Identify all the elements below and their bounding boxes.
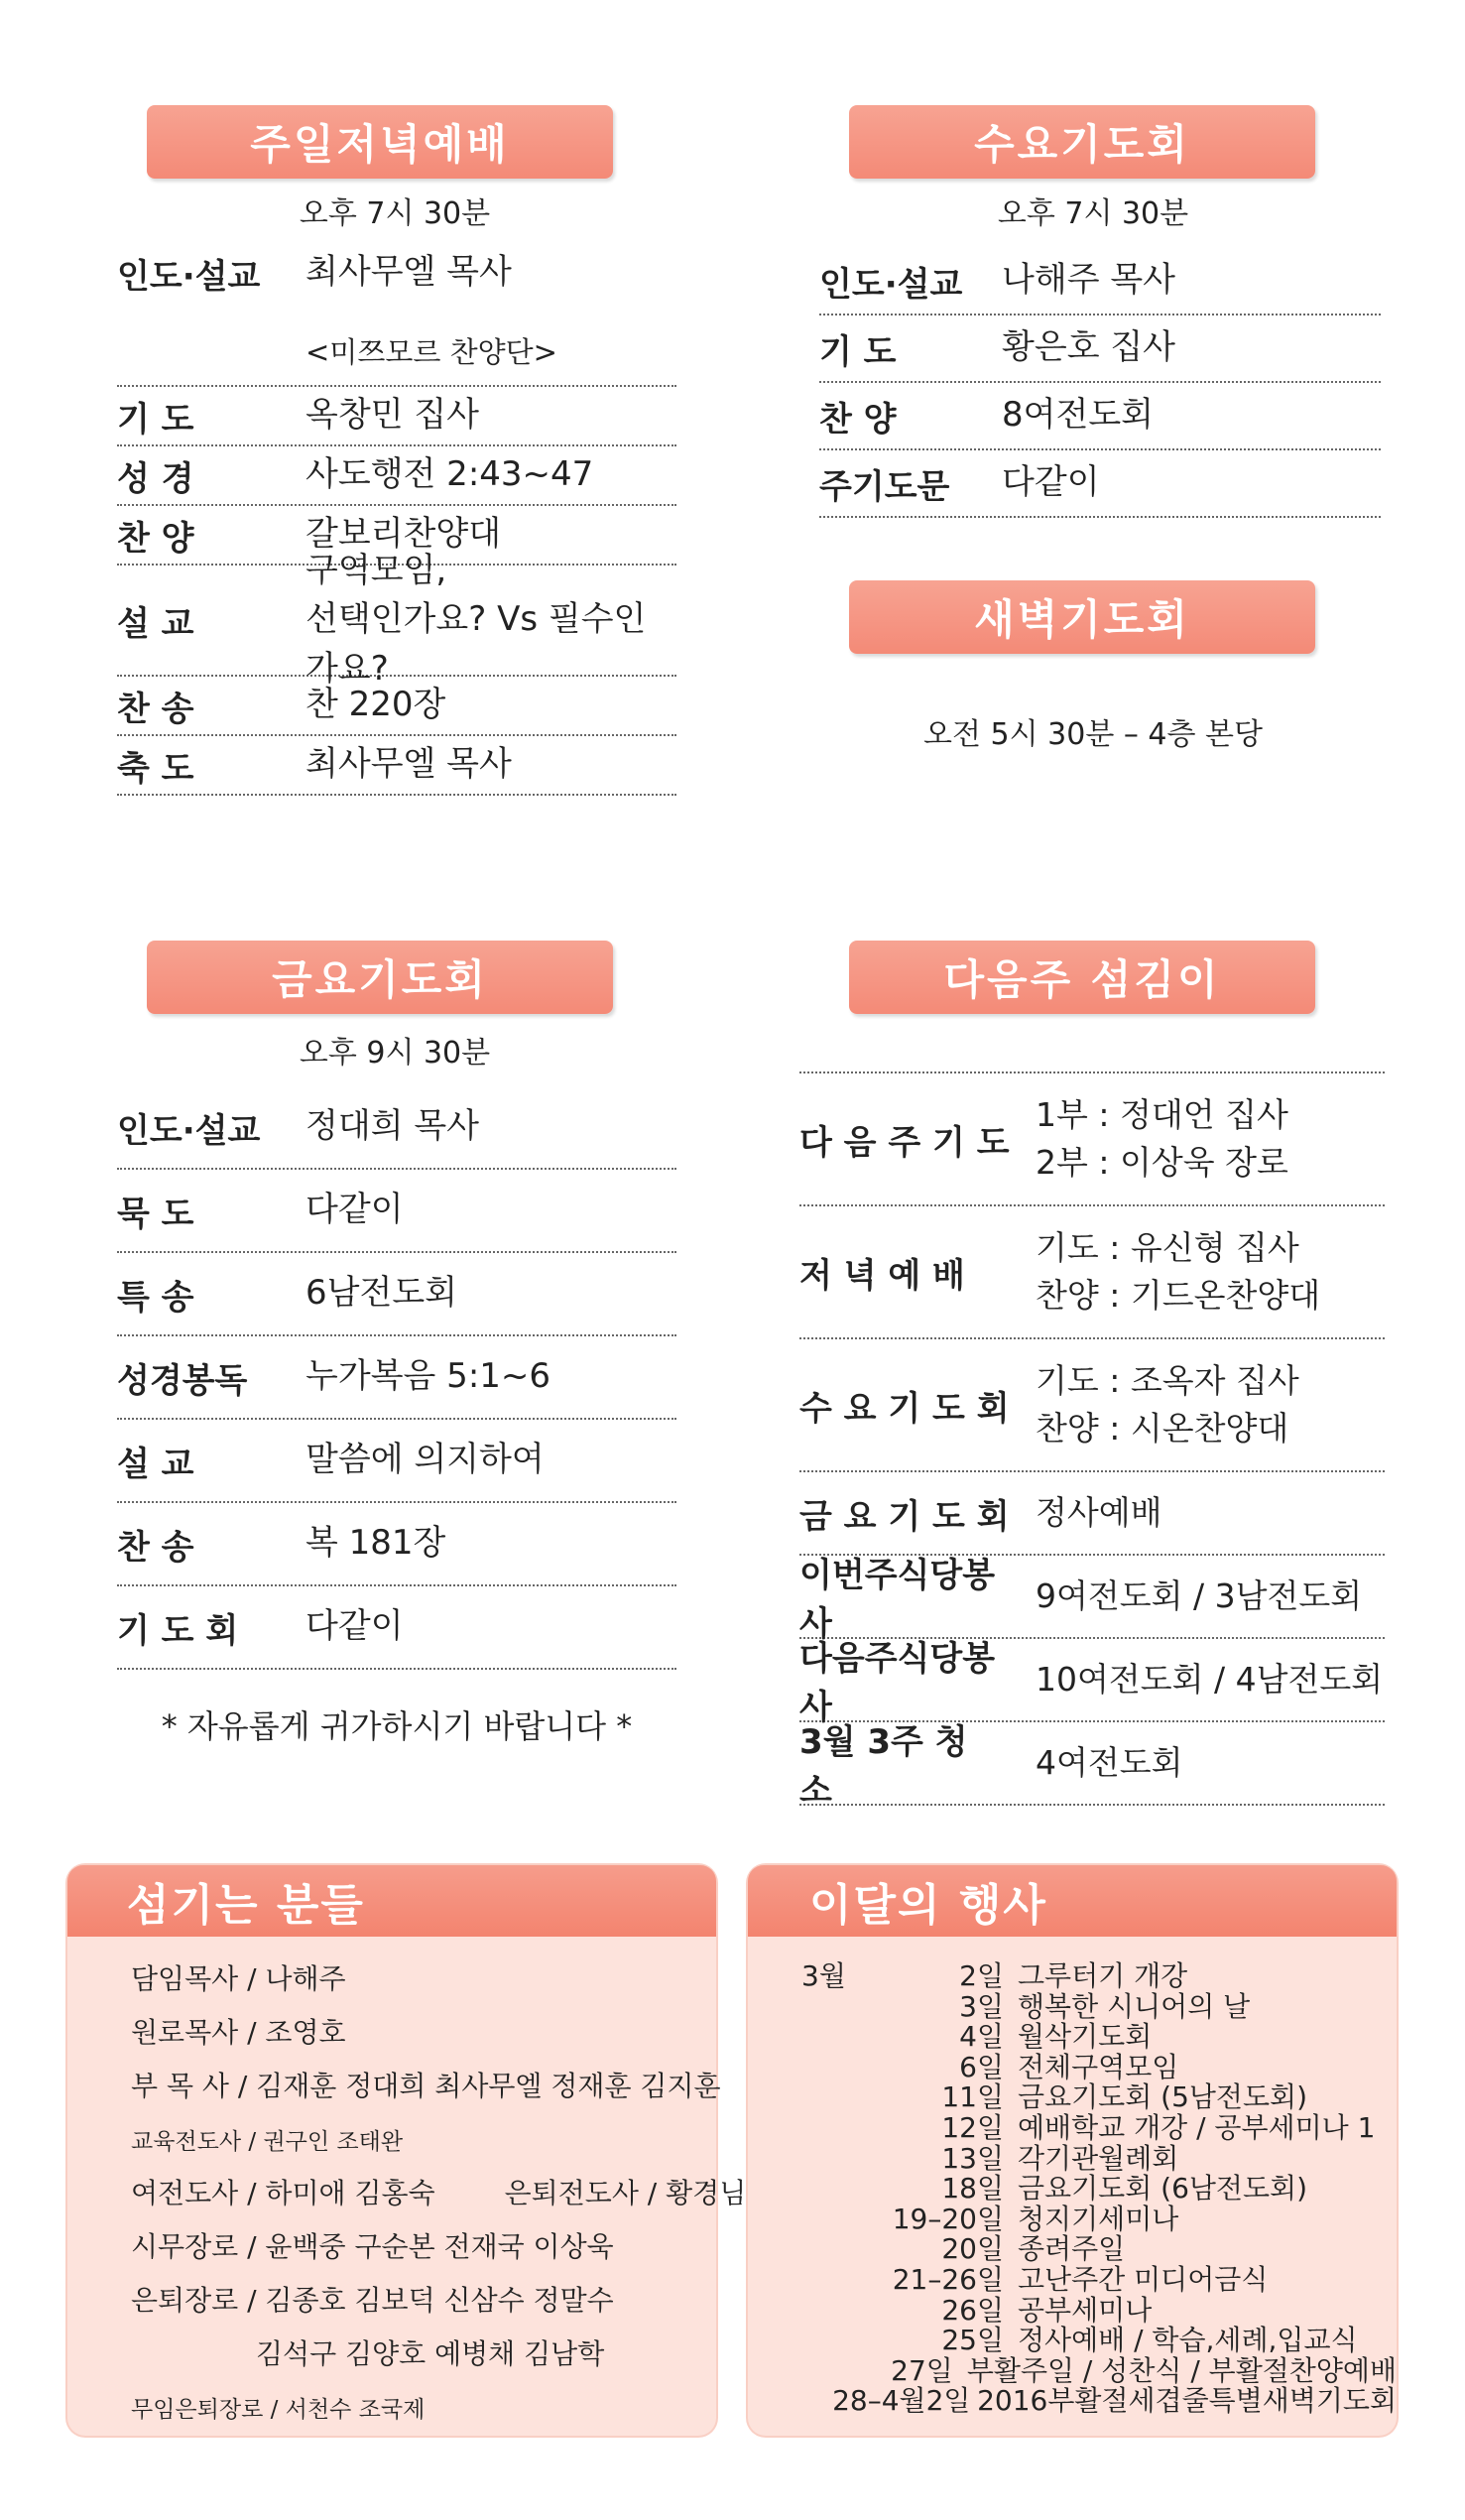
row-label: 저 녁 예 배 [799, 1255, 965, 1296]
event-text: 금요기도회 (6남전도회) [1018, 2172, 1307, 2205]
event-day: 13일 [941, 2141, 1004, 2175]
event-day: 20일 [941, 2232, 1004, 2266]
event-day: 28–4월2일 [832, 2384, 971, 2418]
row-value-line: 정대희 목사 [305, 1106, 480, 1147]
staff-line [131, 2113, 706, 2167]
event-month [801, 2265, 873, 2296]
event-day: 18일 [941, 2172, 1004, 2205]
friday-time: 오후 9시 30분 [299, 1036, 491, 1071]
event-text: 2016부활절세겹줄특별새벽기도회 [977, 2384, 1397, 2418]
row-label: 찬 송 [117, 689, 194, 729]
row-value [305, 740, 676, 789]
row-value-line: 최사무엘 목사 [305, 252, 512, 293]
schedule-row [819, 383, 1381, 450]
row-value-line: 말씀에 의지하여 [305, 1440, 545, 1480]
row-value [1036, 1656, 1385, 1703]
row-value-line: 찬양 : 기드온찬양대 [1036, 1276, 1321, 1315]
row-value-line: 누가복음 5:1~6 [305, 1356, 551, 1397]
staff-text: 원로목사 / 조영호 [131, 2016, 346, 2049]
row-label: 특 송 [117, 1277, 194, 1318]
event-day: 26일 [941, 2293, 1004, 2327]
row-value-line: 구역모임, [305, 551, 447, 591]
row-label: 인도·설교 [117, 1110, 261, 1151]
row-label: 묵 도 [117, 1194, 194, 1234]
row-label: 기 도 [819, 331, 897, 372]
row-value [305, 1602, 676, 1651]
row-value [305, 450, 676, 499]
row-label: 주기도문 [819, 466, 950, 507]
event-item [801, 2141, 1397, 2175]
row-value-line: 6남전도회 [305, 1273, 458, 1314]
staff-line [131, 2167, 747, 2220]
row-value-line: 다같이 [305, 1190, 404, 1230]
row-value-line: 기도 : 조옥자 집사 [1036, 1361, 1299, 1401]
row-label: 성 경 [117, 458, 194, 499]
schedule-row [117, 1586, 676, 1670]
event-item [801, 2202, 1397, 2235]
event-month [801, 2053, 873, 2083]
row-value-line: 찬 220장 [305, 685, 446, 725]
events-title: 이달의 행사 [748, 1865, 1397, 1937]
row-value [1002, 256, 1381, 305]
event-day: 11일 [941, 2080, 1004, 2114]
schedule-row [117, 1253, 676, 1336]
row-value [305, 1436, 676, 1484]
event-day: 25일 [941, 2324, 1004, 2357]
row-value-line: 10여전도회 / 4남전도회 [1036, 1660, 1384, 1700]
schedule-row [117, 243, 676, 303]
staff-text: 은퇴전도사 / 황경님 [504, 2177, 747, 2209]
event-item [801, 2234, 1397, 2265]
row-label: 금 요 기 도 회 [799, 1496, 1010, 1537]
schedule-row [799, 1722, 1385, 1811]
row-label: 성경봉독 [117, 1360, 248, 1401]
row-value-line: 다같이 [305, 1606, 404, 1647]
row-value [305, 1519, 676, 1568]
row-value-line: <미쯔모르 찬양단> [305, 334, 557, 369]
event-day: 4일 [959, 2020, 1004, 2054]
schedule-row [819, 315, 1381, 383]
row-label: 찬 송 [117, 1527, 194, 1568]
row-value-line: 선택인가요? Vs 필수인가요? [305, 599, 647, 689]
event-text: 각기관월례회 [1018, 2141, 1179, 2175]
row-value [305, 1186, 676, 1234]
event-item [801, 2174, 1397, 2205]
row-value-line: 갈보리찬양대 [305, 514, 502, 555]
row-label: 찬 양 [819, 399, 897, 440]
event-item [801, 2353, 1397, 2387]
event-month [801, 2113, 873, 2144]
event-text: 예배학교 개강 / 공부세미나 1 [1018, 2110, 1376, 2144]
row-value-line: 황은호 집사 [1002, 327, 1176, 368]
schedule-row [799, 1556, 1385, 1644]
event-item [801, 2082, 1397, 2113]
event-month [801, 2356, 855, 2387]
schedule-row [117, 387, 676, 446]
row-label: 축 도 [117, 748, 194, 789]
row-value-line: 옥창민 집사 [305, 395, 480, 436]
row-label: 기 도 [117, 399, 194, 440]
row-label: 다음주식당봉사 [799, 1639, 996, 1727]
event-day: 12일 [941, 2110, 1004, 2144]
next-week-title: 다음주 섬김이 [849, 941, 1315, 1014]
sunday-evening-title: 주일저녁예배 [147, 105, 613, 179]
event-text: 전체구역모임 [1018, 2050, 1179, 2083]
row-value [305, 1102, 676, 1151]
row-value-line: 복 181장 [305, 1523, 446, 1564]
schedule-row [117, 677, 676, 736]
row-label: 설 교 [117, 1444, 194, 1484]
row-value-line: 4여전도회 [1036, 1743, 1183, 1783]
event-month [801, 2326, 873, 2356]
event-month [801, 2386, 832, 2417]
staff-text: 무임은퇴장로 / 서천수 조국제 [131, 2397, 426, 2423]
row-value [1036, 1489, 1385, 1537]
row-value [305, 248, 676, 297]
row-value [1036, 1573, 1385, 1620]
staff-line [131, 2060, 721, 2113]
event-day: 6일 [959, 2050, 1004, 2083]
schedule-row [799, 1639, 1385, 1727]
event-item [801, 1961, 1397, 1992]
event-item [801, 2110, 1397, 2144]
event-text: 금요기도회 (5남전도회) [1018, 2080, 1307, 2114]
staff-line [131, 2328, 706, 2381]
row-value-line: 정사예배 [1036, 1493, 1162, 1533]
event-item [801, 2326, 1397, 2356]
event-month [801, 1992, 873, 2023]
event-text: 정사예배 / 학습,세례,입교식 [1018, 2324, 1358, 2357]
row-value [305, 681, 676, 729]
event-month: 3월 [801, 1959, 846, 1992]
staff-line [131, 2006, 706, 2060]
event-month [801, 2234, 873, 2265]
schedule-row [117, 1503, 676, 1586]
event-day: 21–26일 [892, 2262, 1004, 2296]
wednesday-title: 수요기도회 [849, 105, 1315, 179]
row-value [305, 547, 676, 693]
event-text: 그루터기 개강 [1018, 1959, 1188, 1992]
dawn-time: 오전 5시 30분 – 4층 본당 [923, 717, 1263, 752]
schedule-row [819, 248, 1381, 315]
row-label: 찬 양 [117, 518, 194, 559]
row-value-line: 최사무엘 목사 [305, 744, 512, 785]
event-text: 고난주간 미디어금식 [1018, 2262, 1269, 2296]
schedule-row [819, 450, 1381, 518]
row-value-line: 나해주 목사 [1002, 260, 1176, 301]
staff-line [131, 2274, 706, 2328]
row-value-line: 찬양 : 시온찬양대 [1036, 1409, 1289, 1448]
row-value-line: 9여전도회 / 3남전도회 [1036, 1576, 1363, 1616]
row-value [1036, 1739, 1385, 1787]
schedule-row [117, 303, 676, 387]
event-month [801, 2174, 873, 2205]
row-label: 다 음 주 기 도 [799, 1122, 1010, 1163]
friday-table [117, 1086, 676, 1670]
row-value-line: 사도행전 2:43~47 [305, 454, 594, 495]
row-label: 설 교 [117, 603, 194, 644]
schedule-row [117, 736, 676, 796]
staff-text: 부 목 사 / 김재훈 정대희 최사무엘 정재훈 김지훈 [131, 2070, 721, 2102]
schedule-row [799, 1206, 1385, 1339]
row-label: 3월 3주 청 소 [799, 1722, 968, 1811]
event-month [801, 2205, 873, 2235]
event-month [801, 2296, 873, 2327]
event-item [801, 1989, 1397, 2023]
schedule-row [117, 1086, 676, 1170]
wednesday-table [819, 248, 1381, 518]
row-value [1036, 1357, 1385, 1452]
staff-text: 교육전도사 / 권구인 조태완 [131, 2129, 404, 2155]
staff-list [131, 1953, 747, 2435]
row-value [305, 1269, 676, 1318]
row-label: 인도·설교 [117, 256, 261, 297]
sunday-evening-time: 오후 7시 30분 [299, 196, 491, 231]
event-text: 공부세미나 [1018, 2293, 1153, 2327]
sunday-evening-table [117, 243, 676, 796]
schedule-row [117, 446, 676, 506]
staff-line [131, 2381, 706, 2435]
dawn-title: 새벽기도회 [849, 580, 1315, 654]
row-value-line: 2부 : 이상욱 장로 [1036, 1143, 1288, 1182]
row-value-line: 다같이 [1002, 462, 1100, 503]
event-day: 3일 [959, 1989, 1004, 2023]
row-value [1036, 1091, 1385, 1187]
event-item [801, 2022, 1397, 2053]
events-list [801, 1961, 1397, 2417]
schedule-row [117, 1336, 676, 1420]
event-text: 종려주일 [1018, 2232, 1126, 2266]
event-day: 2일 [959, 1959, 1004, 1992]
row-value-line: 기도 : 유신형 집사 [1036, 1228, 1299, 1268]
event-text: 행복한 시니어의 날 [1018, 1989, 1251, 2023]
staff-line [131, 1953, 706, 2006]
schedule-row [799, 1073, 1385, 1206]
row-value-line: 1부 : 정대언 집사 [1036, 1095, 1288, 1135]
schedule-row [117, 1170, 676, 1253]
row-label: 수 요 기 도 회 [799, 1388, 1010, 1429]
next-week-table [799, 1071, 1385, 1811]
row-value-line: 8여전도회 [1002, 395, 1155, 436]
row-value [305, 391, 676, 440]
row-value [1002, 458, 1381, 507]
row-value [1002, 323, 1381, 372]
event-month [801, 2144, 873, 2175]
event-day: 27일 [891, 2353, 953, 2387]
friday-title: 금요기도회 [147, 941, 613, 1014]
staff-line [131, 2220, 706, 2274]
schedule-row [117, 1420, 676, 1503]
staff-text: 김석구 김양호 예병채 김남학 [256, 2337, 605, 2370]
event-item [801, 2293, 1397, 2327]
row-value [305, 331, 676, 373]
row-value [1036, 1224, 1385, 1320]
friday-note: * 자유롭게 귀가하시기 바랍니다 * [161, 1707, 633, 1745]
schedule-row [799, 1472, 1385, 1556]
row-label: 기 도 회 [117, 1610, 239, 1651]
event-text: 청지기세미나 [1018, 2202, 1179, 2235]
schedule-row [117, 551, 676, 689]
event-item [801, 2050, 1397, 2083]
staff-text: 담임목사 / 나해주 [131, 1962, 346, 1995]
event-day: 19–20일 [892, 2202, 1004, 2235]
wednesday-time: 오후 7시 30분 [997, 196, 1189, 231]
event-text: 월삭기도회 [1018, 2020, 1153, 2054]
schedule-row [799, 1339, 1385, 1472]
row-label: 인도·설교 [819, 264, 963, 305]
staff-text: 시무장로 / 윤백중 구순본 전재국 이상욱 [131, 2230, 614, 2263]
event-item [801, 2386, 1397, 2417]
staff-title: 섬기는 분들 [67, 1865, 716, 1937]
event-month [801, 2022, 873, 2053]
staff-text: 여전도사 / 하미애 김홍숙 [131, 2177, 435, 2209]
staff-text: 은퇴장로 / 김종호 김보덕 신삼수 정말수 [131, 2284, 614, 2317]
row-value [1002, 391, 1381, 440]
event-text: 부활주일 / 성찬식 / 부활절찬양예배 [966, 2353, 1397, 2387]
row-label: 이번주식당봉사 [799, 1556, 996, 1644]
event-month [801, 2082, 873, 2113]
event-item [801, 2262, 1397, 2296]
row-value [305, 1352, 676, 1401]
